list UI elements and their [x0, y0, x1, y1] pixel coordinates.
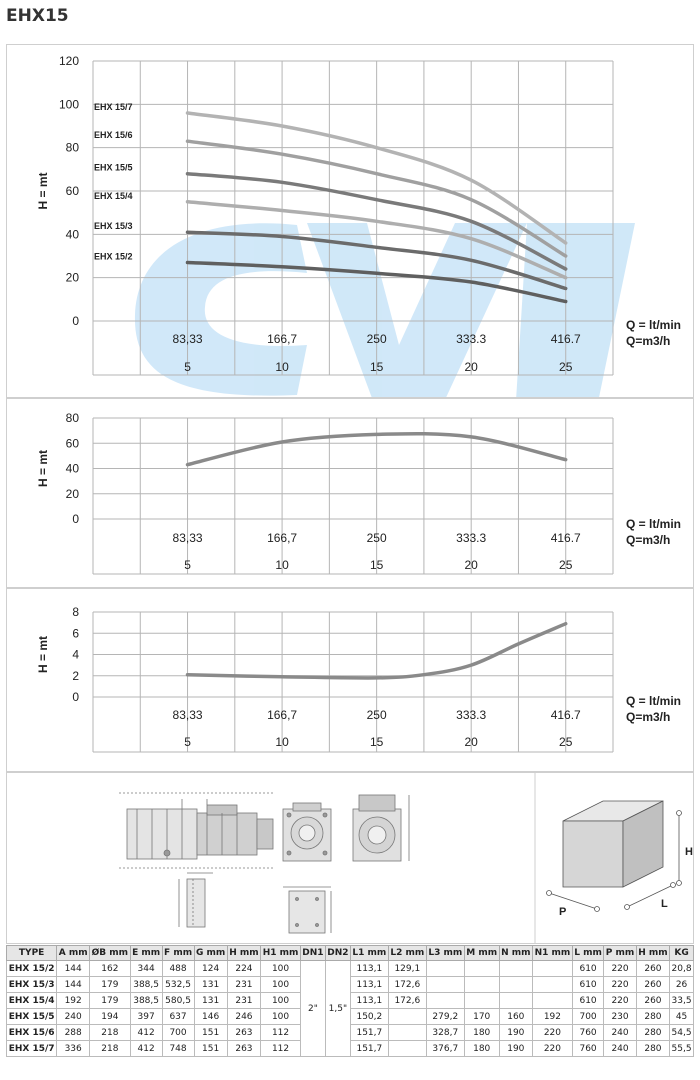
table-cell: 220	[604, 993, 636, 1009]
table-row	[7, 961, 694, 977]
table-cell: 397	[130, 1009, 162, 1025]
table-cell: 124	[194, 961, 227, 977]
npsh-curve-chart	[7, 589, 693, 771]
packaging-box-drawing	[547, 801, 682, 912]
series-point	[281, 153, 283, 155]
table-cell: 240	[604, 1041, 636, 1057]
y-tick-label: 120	[58, 54, 79, 68]
x-tick-label-m3-h: 15	[369, 558, 384, 572]
series-point	[186, 140, 188, 142]
y-tick-label: 0	[72, 690, 79, 704]
y-axis-label: H = mt	[36, 635, 50, 674]
table-cell	[464, 993, 499, 1009]
x-tick-label-lt-min: 250	[366, 332, 387, 346]
table-cell: 33,5	[670, 993, 694, 1009]
series-point	[375, 198, 377, 200]
table-cell: 263	[227, 1041, 260, 1057]
table-header-cell: TYPE	[7, 946, 57, 961]
table-header-cell: E mm	[130, 946, 162, 961]
series-point	[565, 268, 567, 270]
x-tick-label-m3-h: 25	[559, 558, 573, 572]
y-tick-label: 40	[65, 227, 79, 242]
table-cell	[388, 1025, 426, 1041]
y-tick-label: 20	[65, 270, 79, 285]
series-point	[470, 281, 472, 283]
series-point	[470, 220, 472, 222]
table-cell: 192	[533, 1009, 573, 1025]
table-header-cell: H mm	[636, 946, 669, 961]
table-cell	[533, 993, 573, 1009]
table-cell: 532,5	[162, 977, 194, 993]
series-point	[565, 255, 567, 257]
x-tick-label-lt-min: 166,7	[267, 708, 298, 722]
series-label: EHX 15/3	[94, 221, 133, 232]
table-row	[7, 993, 694, 1009]
table-cell: 100	[261, 1009, 301, 1025]
table-cell: EHX 15/4	[7, 993, 57, 1009]
series-point	[470, 179, 472, 181]
series-point	[281, 235, 283, 237]
x-tick-label-m3-h: 15	[369, 360, 384, 374]
table-cell: 162	[90, 961, 131, 977]
x-tick-label-lt-min: 333.3	[456, 531, 487, 545]
table-cell: 280	[636, 1009, 669, 1025]
series-point	[186, 231, 188, 233]
table-header-row	[7, 946, 694, 961]
table-header-cell: H1 mm	[261, 946, 301, 961]
table-cell: 760	[572, 1041, 604, 1057]
series-label: EHX 15/5	[94, 162, 133, 173]
x-unit-label-lt-min: Q = lt/min	[626, 517, 682, 531]
x-tick-label-lt-min: 333.3	[456, 332, 487, 346]
series-point	[375, 146, 377, 148]
x-tick-label-lt-min: 83,33	[172, 708, 203, 722]
dn1-cell: 2"	[300, 961, 325, 1057]
table-header-cell: L3 mm	[426, 946, 464, 961]
table-cell: 180	[464, 1041, 499, 1057]
table-cell: 172,6	[388, 993, 426, 1009]
table-cell: 288	[57, 1025, 90, 1041]
box-length-label: L	[661, 898, 668, 910]
table-cell: 218	[90, 1041, 131, 1057]
table-cell: 180	[464, 1025, 499, 1041]
table-cell: 328,7	[426, 1025, 464, 1041]
table-cell: 131	[194, 993, 227, 1009]
table-cell: EHX 15/3	[7, 977, 57, 993]
series-point	[565, 287, 567, 289]
table-cell: 610	[572, 961, 604, 977]
dn2-cell: 1,5"	[325, 961, 350, 1057]
table-cell: 45	[670, 1009, 694, 1025]
table-cell: 220	[533, 1025, 573, 1041]
series-point	[517, 643, 519, 645]
table-header-cell: KG	[670, 946, 694, 961]
table-cell: 240	[57, 1009, 90, 1025]
table-cell	[533, 977, 573, 993]
x-tick-label-lt-min: 83,33	[172, 332, 203, 346]
box-height-label: H	[685, 846, 693, 858]
table-cell: 151	[194, 1041, 227, 1057]
table-cell: 113,1	[350, 961, 388, 977]
y-tick-label: 6	[72, 626, 79, 641]
table-header-cell: ØB mm	[90, 946, 131, 961]
table-cell: 388,5	[130, 977, 162, 993]
table-cell: 412	[130, 1041, 162, 1057]
table-cell: 144	[57, 977, 90, 993]
table-cell: 260	[636, 961, 669, 977]
table-row	[7, 1025, 694, 1041]
y-tick-label: 40	[65, 461, 79, 476]
series-point	[375, 172, 377, 174]
table-cell	[388, 1041, 426, 1057]
table-cell	[426, 961, 464, 977]
technical-drawing	[7, 773, 693, 943]
table-cell: 170	[464, 1009, 499, 1025]
table-cell: 344	[130, 961, 162, 977]
x-tick-label-m3-h: 5	[184, 360, 191, 374]
table-cell: 610	[572, 977, 604, 993]
table-cell: EHX 15/6	[7, 1025, 57, 1041]
x-tick-label-m3-h: 25	[559, 360, 573, 374]
table-body	[7, 961, 694, 1057]
x-tick-label-m3-h: 10	[275, 735, 289, 749]
table-cell: EHX 15/5	[7, 1009, 57, 1025]
table-cell: 336	[57, 1041, 90, 1057]
y-axis-label: H = mt	[36, 172, 50, 210]
table-cell	[499, 977, 532, 993]
table-cell: 760	[572, 1025, 604, 1041]
chart-grid	[93, 418, 613, 574]
series-point	[423, 673, 425, 675]
table-header-cell: DN2	[325, 946, 350, 961]
pump-side-view-drawing	[119, 793, 273, 868]
series-point	[186, 112, 188, 114]
table-cell: 194	[90, 1009, 131, 1025]
x-unit-label-m3-h: Q=m3/h	[626, 533, 671, 547]
y-tick-label: 60	[65, 436, 79, 451]
pump-front-view-drawing	[283, 803, 331, 861]
table-cell: 179	[90, 993, 131, 1009]
table-cell: 190	[499, 1041, 532, 1057]
x-unit-label-m3-h: Q=m3/h	[626, 334, 671, 348]
table-cell: 20,8	[670, 961, 694, 977]
series-point	[281, 676, 283, 678]
table-cell: 112	[261, 1025, 301, 1041]
table-cell	[464, 977, 499, 993]
table-cell: 580,5	[162, 993, 194, 1009]
bracket-detail-drawing	[179, 873, 213, 927]
table-cell: 179	[90, 977, 131, 993]
table-header-cell: P mm	[604, 946, 636, 961]
table-cell: 231	[227, 993, 260, 1009]
table-cell: 220	[604, 961, 636, 977]
base-plate-drawing	[283, 887, 331, 933]
series-point	[565, 276, 567, 278]
power-curve-chart	[7, 399, 693, 587]
table-cell: 54,5	[670, 1025, 694, 1041]
y-tick-label: 100	[58, 97, 79, 112]
series-point	[186, 201, 188, 203]
series-label: EHX 15/7	[94, 102, 133, 112]
table-cell: 172,6	[388, 977, 426, 993]
table-row	[7, 1009, 694, 1025]
table-cell: 260	[636, 977, 669, 993]
series-label: EHX 15/6	[94, 130, 133, 141]
series-point	[470, 198, 472, 200]
x-tick-label-lt-min: 166,7	[267, 332, 298, 346]
table-header-cell: L2 mm	[388, 946, 426, 961]
table-cell: EHX 15/7	[7, 1041, 57, 1057]
table-header-cell: A mm	[57, 946, 90, 961]
y-tick-label: 20	[65, 486, 79, 501]
table-cell	[499, 961, 532, 977]
table-cell: 230	[604, 1009, 636, 1025]
table-cell: 151,7	[350, 1041, 388, 1057]
x-tick-label-lt-min: 333.3	[456, 708, 487, 722]
table-header-cell: N mm	[499, 946, 532, 961]
table-header-cell: L1 mm	[350, 946, 388, 961]
table-cell	[388, 1009, 426, 1025]
table-cell	[499, 993, 532, 1009]
series-point	[281, 441, 283, 443]
series-point	[281, 266, 283, 268]
x-tick-label-m3-h: 20	[464, 360, 478, 374]
x-tick-label-lt-min: 250	[366, 531, 387, 545]
x-tick-label-m3-h: 5	[184, 558, 191, 572]
series-point	[565, 300, 567, 302]
series-point	[375, 220, 377, 222]
table-cell: 488	[162, 961, 194, 977]
table-cell: 131	[194, 977, 227, 993]
table-cell: 150,2	[350, 1009, 388, 1025]
table-cell: 146	[194, 1009, 227, 1025]
table-cell: 220	[604, 977, 636, 993]
chart-grid	[93, 612, 613, 752]
table-cell: 220	[533, 1041, 573, 1057]
y-tick-label: 0	[72, 512, 79, 526]
table-cell: 610	[572, 993, 604, 1009]
table-header-cell: H mm	[227, 946, 260, 961]
x-tick-label-m3-h: 5	[184, 735, 191, 749]
table-cell: 190	[499, 1025, 532, 1041]
x-tick-label-lt-min: 416.7	[550, 708, 581, 722]
npsh-chart-panel	[6, 588, 694, 772]
y-tick-label: 4	[72, 647, 79, 662]
table-cell	[426, 977, 464, 993]
series-point	[470, 237, 472, 239]
series-point	[186, 464, 188, 466]
series-label: EHX 15/2	[94, 251, 133, 262]
table-cell: 112	[261, 1041, 301, 1057]
table-cell: 224	[227, 961, 260, 977]
table-cell: 246	[227, 1009, 260, 1025]
table-cell: 129,1	[388, 961, 426, 977]
x-tick-label-lt-min: 83,33	[172, 531, 203, 545]
series-point	[375, 246, 377, 248]
table-header-cell: N1 mm	[533, 946, 573, 961]
x-tick-label-lt-min: 166,7	[267, 531, 298, 545]
x-unit-label-m3-h: Q=m3/h	[626, 710, 671, 724]
series-point	[565, 242, 567, 244]
specifications-table	[6, 945, 694, 1057]
series-point	[186, 172, 188, 174]
table-cell: 376,7	[426, 1041, 464, 1057]
table-cell: 113,1	[350, 993, 388, 1009]
x-tick-label-m3-h: 15	[369, 735, 384, 749]
table-header-cell: F mm	[162, 946, 194, 961]
y-tick-label: 80	[65, 140, 79, 155]
page-title: EHX15	[6, 6, 69, 26]
table-cell: 700	[572, 1009, 604, 1025]
table-cell: EHX 15/2	[7, 961, 57, 977]
series-point	[565, 458, 567, 460]
table-cell: 412	[130, 1025, 162, 1041]
y-axis-label: H = mt	[36, 449, 50, 488]
box-depth-label: P	[559, 906, 567, 918]
table-row	[7, 977, 694, 993]
table-cell: 748	[162, 1041, 194, 1057]
series-point	[470, 664, 472, 666]
performance-curves-chart	[7, 45, 693, 397]
table-cell: 279,2	[426, 1009, 464, 1025]
x-unit-label-lt-min: Q = lt/min	[626, 694, 682, 708]
table-cell	[464, 961, 499, 977]
table-cell: 240	[604, 1025, 636, 1041]
table-cell: 26	[670, 977, 694, 993]
dimension-drawing-panel	[6, 772, 694, 944]
x-tick-label-m3-h: 10	[275, 360, 289, 374]
table-cell: 192	[57, 993, 90, 1009]
watermark-letter-w-right	[515, 223, 635, 397]
series-label: EHX 15/4	[94, 190, 133, 201]
table-header-cell: L mm	[572, 946, 604, 961]
y-tick-label: 2	[72, 668, 79, 683]
table-cell: 151	[194, 1025, 227, 1041]
x-tick-label-m3-h: 25	[559, 735, 573, 749]
watermark-letter-w	[307, 223, 527, 397]
y-tick-label: 60	[65, 184, 79, 198]
table-cell: 151,7	[350, 1025, 388, 1041]
table-cell: 280	[636, 1041, 669, 1057]
table-cell: 100	[261, 961, 301, 977]
series-point	[470, 436, 472, 438]
table-cell: 280	[636, 1025, 669, 1041]
x-tick-label-m3-h: 10	[275, 558, 289, 572]
table-cell: 263	[227, 1025, 260, 1041]
series-point	[186, 261, 188, 263]
pump-rear-view-drawing	[353, 795, 409, 861]
table-header-cell: M mm	[464, 946, 499, 961]
series-point	[281, 209, 283, 211]
series-point	[565, 622, 567, 624]
table-cell: 100	[261, 977, 301, 993]
y-tick-label: 8	[72, 605, 79, 619]
series-point	[375, 433, 377, 435]
x-tick-label-lt-min: 250	[366, 708, 387, 722]
table-cell	[426, 993, 464, 1009]
x-tick-label-m3-h: 20	[464, 558, 478, 572]
x-unit-label-lt-min: Q = lt/min	[626, 318, 682, 332]
table-cell: 160	[499, 1009, 532, 1025]
table-cell: 637	[162, 1009, 194, 1025]
table-cell: 231	[227, 977, 260, 993]
table-cell: 700	[162, 1025, 194, 1041]
x-tick-label-lt-min: 416.7	[550, 332, 581, 346]
series-point	[281, 181, 283, 183]
table-row	[7, 1041, 694, 1057]
table-cell: 55,5	[670, 1041, 694, 1057]
series-point	[375, 677, 377, 679]
table-header-cell: DN1	[300, 946, 325, 961]
performance-chart-panel	[6, 44, 694, 398]
table-cell	[533, 961, 573, 977]
series-point	[470, 259, 472, 261]
x-tick-label-lt-min: 416.7	[550, 531, 581, 545]
table-header-cell: G mm	[194, 946, 227, 961]
table-cell: 218	[90, 1025, 131, 1041]
series-point	[281, 125, 283, 127]
x-tick-label-m3-h: 20	[464, 735, 478, 749]
y-tick-label: 0	[72, 314, 79, 328]
table-cell: 100	[261, 993, 301, 1009]
series-point	[375, 272, 377, 274]
series-point	[186, 673, 188, 675]
table-cell: 113,1	[350, 977, 388, 993]
table-cell: 388,5	[130, 993, 162, 1009]
table-cell: 144	[57, 961, 90, 977]
y-tick-label: 80	[65, 411, 79, 425]
table-cell: 260	[636, 993, 669, 1009]
power-chart-panel	[6, 398, 694, 588]
